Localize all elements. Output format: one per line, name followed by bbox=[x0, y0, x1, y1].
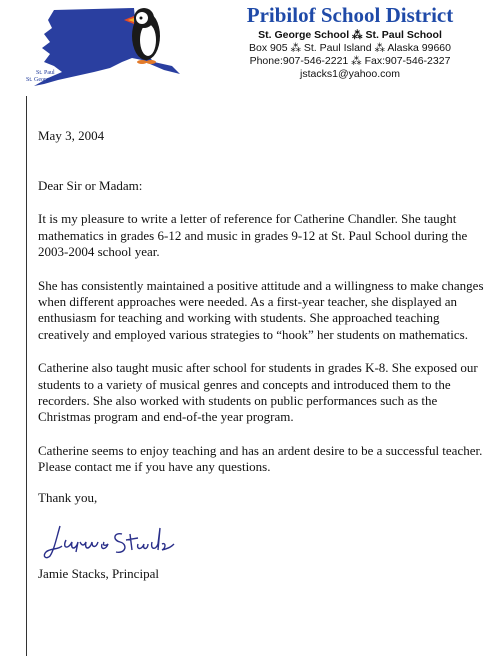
handwritten-signature bbox=[40, 520, 180, 564]
paragraph-3: Catherine also taught music after school for students in grades K-8. She exposed our students to a variety of musical genres and concepts and introduced them to the recorders. She also worked with students on public performances such as the Christmas program and end-of-the year program. bbox=[38, 360, 478, 425]
letterhead bbox=[200, 4, 500, 81]
phone-fax: Phone:907-546-2221 ⁂ Fax:907-546-2327 bbox=[249, 55, 451, 67]
signer-name: Jamie Stacks, Principal bbox=[38, 566, 159, 581]
map-label-st-george: St. George bbox=[26, 77, 52, 83]
salutation: Dear Sir or Madam: bbox=[38, 178, 143, 193]
closing: Thank you, bbox=[38, 490, 98, 505]
paragraph-2: She has consistently maintained a positive attitude and a willingness to make changes when different approaches were needed. As a first-year teacher, she displayed an enthusiasm for teaching and working with students. She approached teaching creatively and employed various strategies to “hook” her students on mathematics. bbox=[38, 277, 484, 342]
margin-rule bbox=[26, 96, 27, 656]
paragraph-4: Catherine seems to enjoy teaching and has an ardent desire to be a successful teacher. Please contact me if you have any questions. bbox=[38, 442, 483, 475]
school-names: St. George School ⁂ St. Paul School bbox=[258, 29, 442, 41]
mailing-address: Box 905 ⁂ St. Paul Island ⁂ Alaska 99660 bbox=[249, 42, 451, 54]
map-label-st-paul: St. Paul bbox=[36, 70, 55, 76]
paragraph-1: It is my pleasure to write a letter of reference for Catherine Chandler. She taught mathematics in grades 6-12 and music in grades 9-12 at St. Paul School during the 2003-2004 school year. bbox=[38, 211, 468, 260]
letter-date: May 3, 2004 bbox=[38, 128, 105, 143]
email-address: jstacks1@yahoo.com bbox=[300, 68, 400, 80]
letter-body bbox=[38, 178, 488, 493]
district-title: Pribilof School District bbox=[246, 3, 454, 27]
